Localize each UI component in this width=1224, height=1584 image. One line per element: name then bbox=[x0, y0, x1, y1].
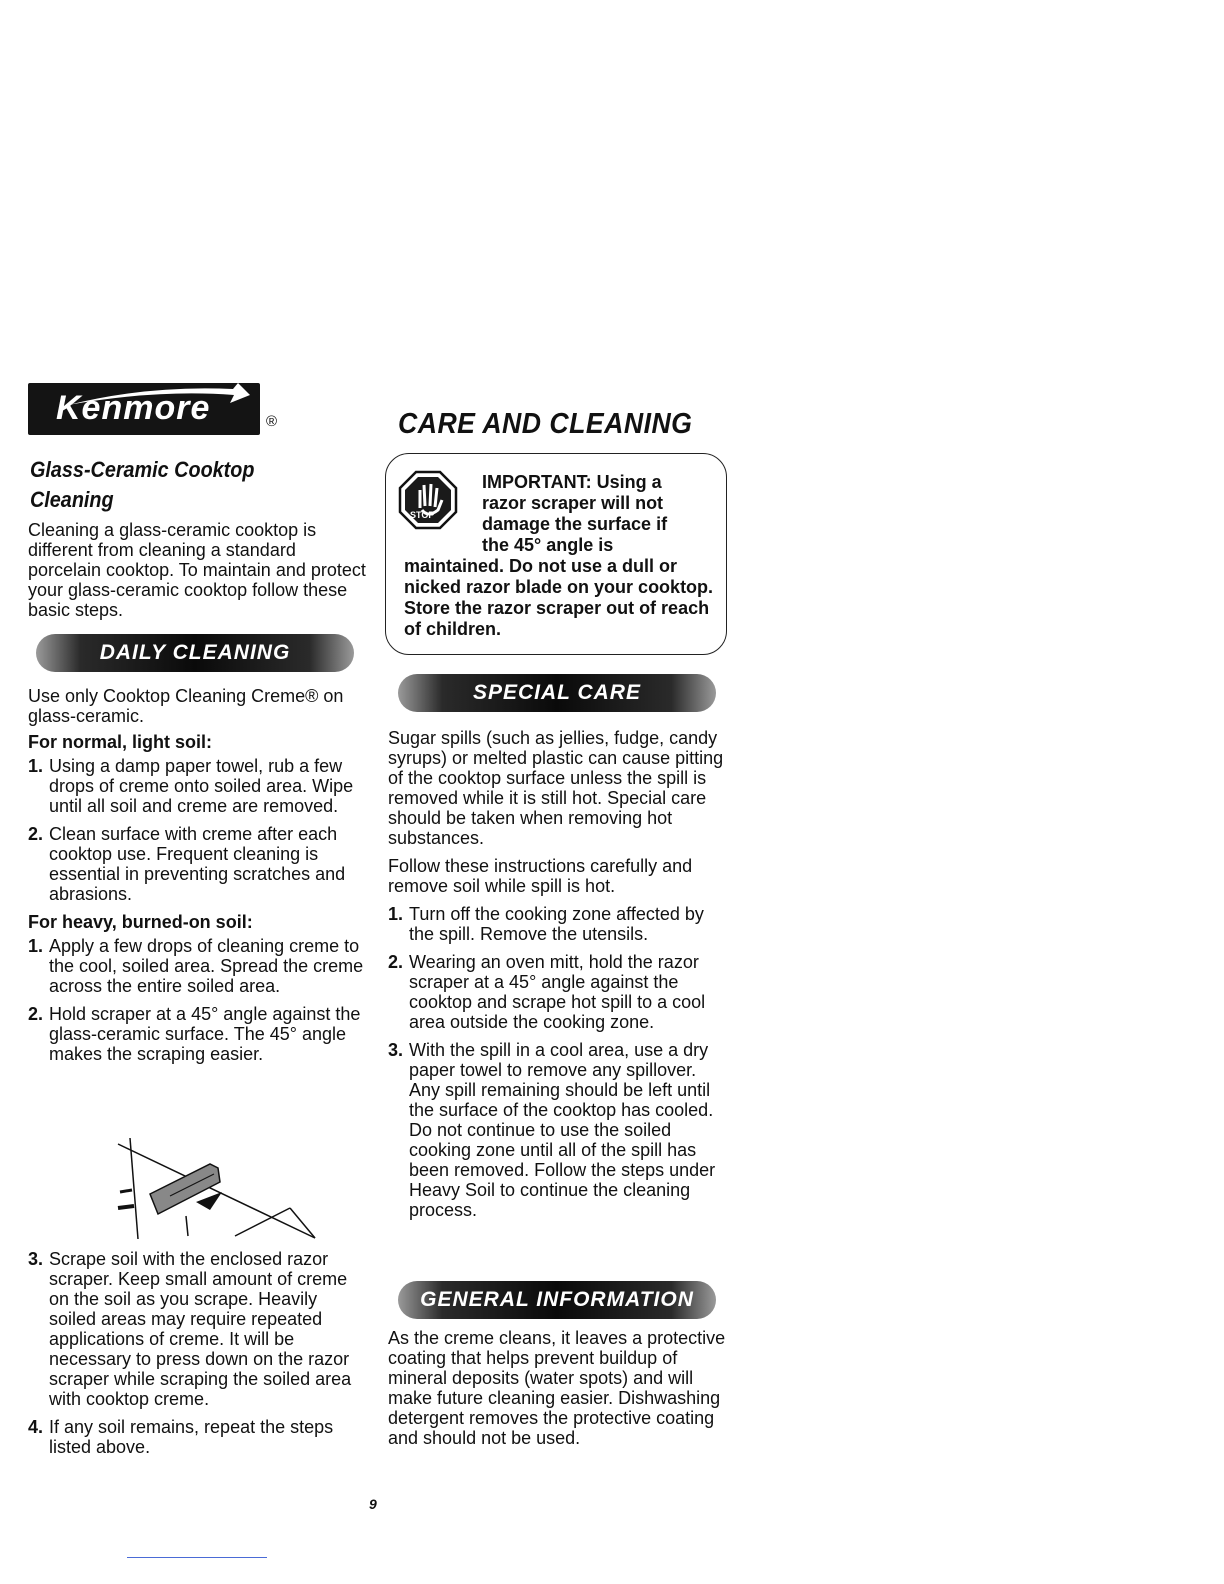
list-item bbox=[28, 936, 368, 996]
list-item bbox=[28, 1249, 368, 1409]
step-number: 3. bbox=[28, 1249, 44, 1269]
general-information-paragraph: As the creme cleans, it leaves a protective coating that helps prevent buildup of mineral deposits (water spots) and will make future cleaning easier. Dishwashing detergent removes the protective coating and should not be used. bbox=[388, 1328, 726, 1448]
kenmore-logo bbox=[28, 383, 303, 439]
registered-mark: ® bbox=[266, 413, 278, 430]
page-title: CARE AND CLEANING bbox=[398, 408, 693, 440]
list-item bbox=[388, 1040, 728, 1220]
special-care-steps bbox=[388, 904, 728, 1220]
step-number: 4. bbox=[28, 1417, 44, 1437]
daily-cleaning-banner bbox=[36, 634, 354, 672]
footer-rule bbox=[127, 1557, 267, 1558]
step-text: Wearing an oven mitt, hold the razor scraper at a 45° angle against the cooktop and scrape hot spill to a cool area outside the cooking zone. bbox=[409, 952, 706, 1032]
intro-paragraph: Cleaning a glass-ceramic cooktop is different from cleaning a standard porcelain cooktop. To maintain and protect your glass-ceramic cooktop follow these basic steps. bbox=[28, 520, 366, 620]
step-number: 2. bbox=[28, 824, 44, 844]
step-text: Apply a few drops of cleaning creme to the cool, soiled area. Spread the creme across the entire soiled area. bbox=[49, 936, 364, 996]
list-item bbox=[28, 1417, 368, 1457]
stop-label: STOP bbox=[410, 510, 435, 520]
heavy-soil-continued bbox=[28, 1249, 368, 1465]
razor-scraper-illustration bbox=[110, 1136, 325, 1241]
general-information-banner bbox=[398, 1281, 716, 1319]
normal-soil-heading: For normal, light soil: bbox=[28, 732, 212, 752]
important-text bbox=[404, 472, 722, 640]
logo-box bbox=[28, 383, 260, 435]
step-number: 1. bbox=[28, 756, 44, 776]
list-item bbox=[388, 952, 728, 1032]
step-number: 3. bbox=[388, 1040, 404, 1060]
important-line-2: razor scraper will not bbox=[482, 493, 664, 513]
important-line-4: the 45° angle is bbox=[482, 535, 614, 555]
important-rest: maintained. Do not use a dull or nicked razor blade on your cooktop. Store the razor scraper out of reach of children. bbox=[404, 556, 714, 639]
special-care-label: SPECIAL CARE bbox=[473, 681, 641, 704]
step-number: 1. bbox=[28, 936, 44, 956]
special-care-paragraph-2: Follow these instructions carefully and remove soil while spill is hot. bbox=[388, 856, 693, 896]
list-item bbox=[28, 756, 368, 816]
important-line-3: damage the surface if bbox=[482, 514, 668, 534]
list-item bbox=[388, 904, 728, 944]
special-care-banner bbox=[398, 674, 716, 712]
list-item bbox=[28, 1004, 368, 1064]
daily-cleaning-label: DAILY CLEANING bbox=[99, 641, 291, 664]
step-text: Clean surface with creme after each cooktop use. Frequent cleaning is essential in preventing scratches and abrasions. bbox=[49, 824, 346, 904]
list-item bbox=[28, 824, 368, 904]
step-number: 2. bbox=[28, 1004, 44, 1024]
normal-soil-steps bbox=[28, 756, 368, 904]
step-number: 1. bbox=[388, 904, 404, 924]
step-number: 2. bbox=[388, 952, 404, 972]
heavy-soil-heading: For heavy, burned-on soil: bbox=[28, 912, 253, 932]
step-text: With the spill in a cool area, use a dry paper towel to remove any spillover. Any spill remaining should be left until the surface of the cooktop has cooled. Do not continue to use the soiled cooking zone until all of the spill has been removed. Follow the steps under Heavy Soil to continue the cleaning process. bbox=[409, 1040, 716, 1220]
important-notice-box bbox=[385, 453, 727, 655]
section-subtitle bbox=[30, 455, 254, 515]
special-care-section bbox=[388, 728, 728, 1228]
step-text: Using a damp paper towel, rub a few drops of creme onto soiled area. Wipe until all soil and creme are removed. bbox=[49, 756, 354, 816]
step-text: If any soil remains, repeat the steps listed above. bbox=[49, 1417, 334, 1457]
heavy-soil-steps-continued bbox=[28, 1249, 368, 1457]
general-information-label: GENERAL INFORMATION bbox=[420, 1288, 694, 1311]
use-only-text: Use only Cooktop Cleaning Creme® on glass-ceramic. bbox=[28, 686, 344, 726]
page-number: 9 bbox=[369, 1496, 377, 1512]
important-line-1: IMPORTANT: Using a bbox=[482, 472, 662, 492]
special-care-paragraph-1: Sugar spills (such as jellies, fudge, candy syrups) or melted plastic can cause pitting of the cooktop surface unless the spill is removed while it is still hot. Special care should be taken when removing hot substances. bbox=[388, 728, 724, 848]
daily-cleaning-section bbox=[28, 686, 368, 1072]
subtitle-line-2: Cleaning bbox=[30, 487, 114, 512]
logo-text: Kenmore bbox=[56, 389, 211, 427]
step-text: Scrape soil with the enclosed razor scraper. Keep small amount of creme on the soil as you scrape. Heavily soiled areas may require repeated applications of creme. It will be necessary to press down on the razor scraper while scraping the soiled area with cooktop creme. bbox=[49, 1249, 352, 1409]
subtitle-line-1: Glass-Ceramic Cooktop bbox=[30, 457, 255, 482]
step-text: Turn off the cooking zone affected by the spill. Remove the utensils. bbox=[409, 904, 704, 944]
heavy-soil-steps bbox=[28, 936, 368, 1064]
step-text: Hold scraper at a 45° angle against the glass-ceramic surface. The 45° angle makes the scraping easier. bbox=[49, 1004, 361, 1064]
